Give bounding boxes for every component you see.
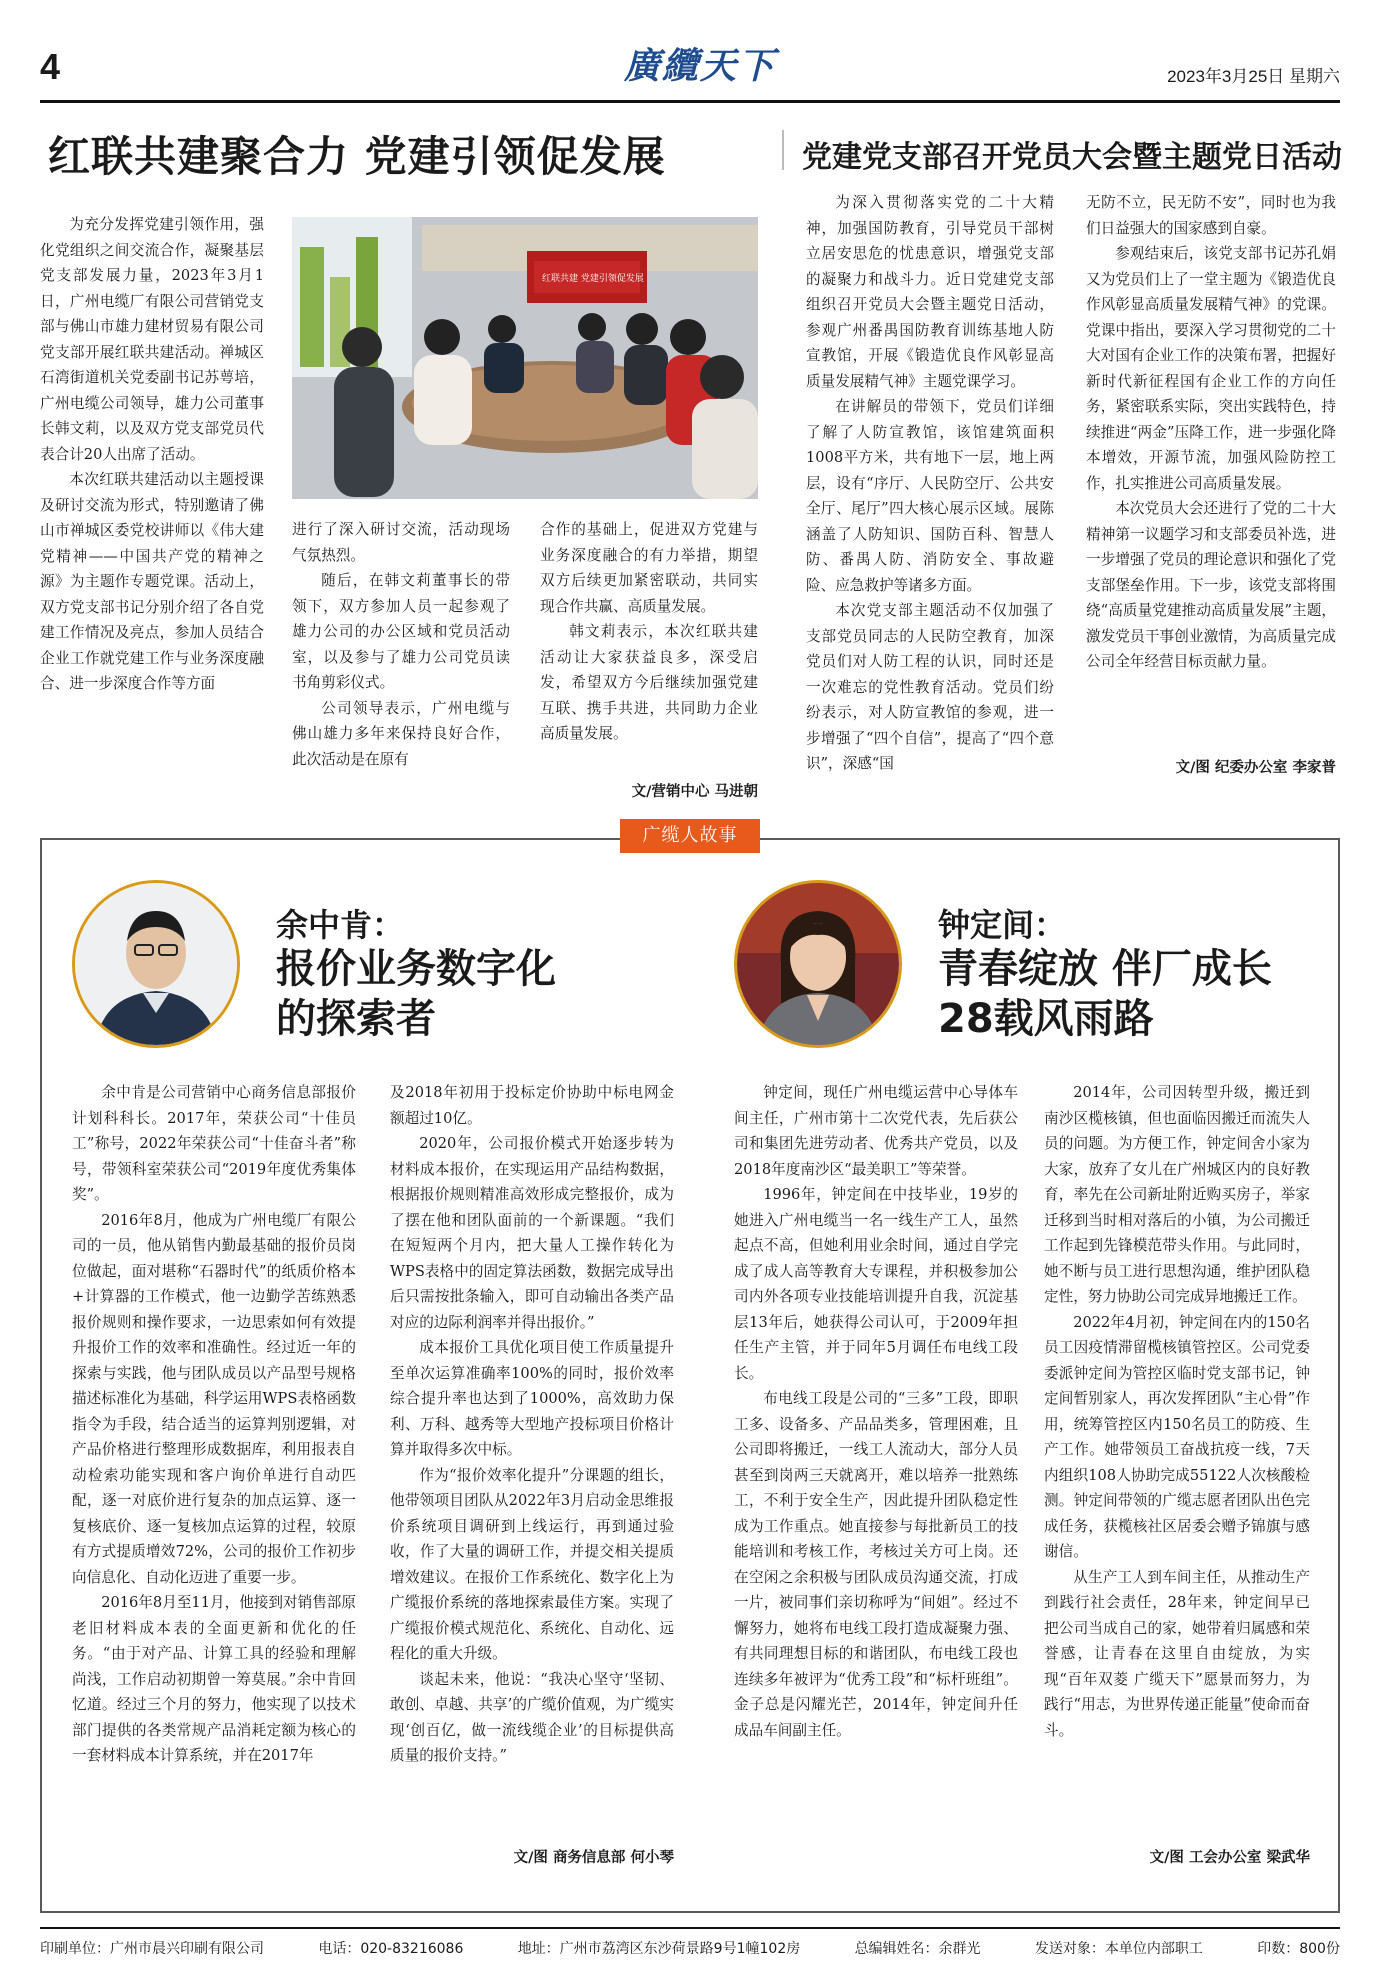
article2-column-1 — [806, 190, 1054, 804]
paragraph: 谈起未来，他说：“我决心坚守‘坚韧、敢创、卓越、共享’的广缆价值观，为广缆实现‘创百亿，做一流线缆企业’的目标提供高质量的报价支持。” — [390, 1670, 674, 1764]
profile-right-column-2 — [1044, 1080, 1310, 1838]
article1-column-2 — [292, 517, 510, 804]
footer-copies: 印数：800份 — [1257, 1941, 1340, 1957]
profile-right-title-1: 青春绽放 伴厂成长 — [938, 946, 1272, 992]
masthead-logo: 廣纜天下 — [623, 45, 776, 87]
profile-left-title-1: 报价业务数字化 — [276, 946, 556, 992]
profile-right-column-1 — [734, 1080, 1018, 1856]
paragraph: 为充分发挥党建引领作用，强化党组织之间交流合作，凝聚基层党支部发展力量，2023年3月1日，广州电缆厂有限公司营销党支部与佛山市雄力建材贸易有限公司党支部开展红联共建活动。禅城区石湾街道机关党委副书记苏萼培，广州电缆公司领导，雄力公司董事长韩文莉，以及双方党支部党员代表合计20人出席了活动。 — [40, 216, 264, 463]
paragraph: 2020年，公司报价模式开始逐步转为材料成本报价，在实现运用产品结构数据，根据报价规则精准高效形成完整报价，成为了摆在他和团队面前的一个新课题。“我们在短短两个月内，把大量人工操作转化为WPS表格中的固定算法函数，数据完成导出后只需按批条输入，即可自动输出各类产品对应的边际利润率并得出报价。” — [390, 1135, 674, 1331]
paragraph: 本次红联共建活动以主题授课及研讨交流为形式，特别邀请了佛山市禅城区委党校讲师以《伟大建党精神——中国共产党的精神之源》为主题作专题党课。活动上，双方党支部书记分别介绍了各自党建工作情况及亮点，参加人员结合企业工作就党建工作与业务深度融合、进一步深度合作等方面 — [40, 471, 264, 692]
meeting-photo-illustration — [292, 217, 758, 499]
article1-byline: 文/营销中心 马进朝 — [631, 784, 758, 800]
paragraph: 钟定间，现任广州电缆运营中心导体车间主任，广州市第十二次党代表，先后获公司和集团先进劳动者、优秀共产党员，以及2018年度南沙区“最美职工”等荣誉。 — [734, 1084, 1018, 1178]
paragraph: 为深入贯彻落实党的二十大精神，加强国防教育，引导党员干部树立居安思危的忧患意识，增强党支部的凝聚力和战斗力。近日党建党支部组织召开党员大会暨主题党日活动，参观广州番禺国防教育训练基地人防宣教馆，开展《锻造优良作风彰显高质量发展精气神》主题党课学习。 — [806, 194, 1054, 390]
paragraph: 从生产工人到车间主任，从推动生产到践行社会责任，28年来，钟定间早已把公司当成自己的家，她带着归属感和荣誉感，让青春在这里自由绽放，为实现“百年双菱 广缆天下”愿景而努力，为践行“用志，为世界传递正能量”使命而奋斗。 — [1044, 1568, 1310, 1739]
footer-phone: 电话：020-83216086 — [318, 1941, 464, 1957]
issue-date: 2023年3月25日 星期六 — [1167, 67, 1340, 86]
header-rule — [40, 100, 1340, 103]
paragraph: 公司领导表示，广州电缆与佛山雄力多年来保持良好合作，此次活动是在原有 — [292, 699, 510, 768]
profile-right-byline: 文/图 工会办公室 梁武华 — [1149, 1850, 1310, 1866]
portrait-woman — [737, 883, 899, 1045]
paragraph: 合作的基础上，促进双方党建与业务深度融合的有力举措，期望双方后续更加紧密联动，共同实现合作共赢、高质量发展。 — [540, 521, 758, 615]
paragraph: 本次党支部主题活动不仅加强了支部党员同志的人民防空教育，加深党员们对人防工程的认识，同时还是一次难忘的党性教育活动。党员们纷纷表示，对人防宣教馆的参观，进一步增强了“四个自信”，提高了“四个意识”，深感“国 — [806, 602, 1054, 772]
profile-right-name: 钟定间： — [938, 906, 1067, 944]
article2-byline: 文/图 纪委办公室 李家普 — [1175, 760, 1336, 776]
footer-audience: 发送对象：本单位内部职工 — [1034, 1941, 1203, 1957]
paragraph: 2016年8月，他成为广州电缆厂有限公司的一员，他从销售内勤最基础的报价员岗位做起，面对堪称“石器时代”的纸质价格本+计算器的工作模式，他一边勤学苦练熟悉报价规则和操作要求，一边思索如何有效提升报价工作的效率和准确性。经过近一年的探索与实践，他与团队成员以产品型号规格描述标准化为基础，科学运用WPS表格函数指令为手段，结合适当的运算判别逻辑，对产品价格进行整理形成数据库，利用报表自动检索功能实现和客户询价单进行自动匹配，逐一对底价进行复杂的加点运算、逐一复核底价、逐一复核加点运算的过程，较原有方式提质增效72%，公司的报价工作初步向信息化、自动化迈进了重要一步。 — [72, 1211, 356, 1586]
profile-left-name: 余中肯： — [276, 906, 405, 944]
footer-editor: 总编辑姓名：余群光 — [854, 1941, 981, 1957]
screen-banner: 红联共建 党建引领促发展 — [542, 274, 644, 284]
footer-printer: 印刷单位：广州市晨兴印刷有限公司 — [40, 1941, 264, 1957]
imprint-footer — [40, 1938, 1340, 1958]
paragraph: 进行了深入研讨交流，活动现场气氛热烈。 — [292, 521, 510, 564]
profile-left-title-2: 的探索者 — [276, 996, 436, 1042]
paragraph: 本次党员大会还进行了党的二十大精神第一议题学习和支部委员补选，进一步增强了党员的理论意识和强化了党支部堡垒作用。下一步，该党支部将围绕“高质量党建推动高质量发展”主题，激发党员干事创业激情，为高质量完成公司全年经营目标贡献力量。 — [1086, 500, 1336, 670]
article1-column-3 — [540, 517, 758, 782]
profile-left-byline: 文/图 商务信息部 何小琴 — [513, 1850, 674, 1866]
paragraph: 2014年，公司因转型升级，搬迁到南沙区榄核镇，但也面临因搬迁而流失人员的问题。为方便工作，钟定间舍小家为大家，放弃了女儿在广州城区内的良好教育，率先在公司新址附近购买房子，举家迁移到当时相对落后的小镇，为公司搬迁工作起到先锋模范带头作用。与此同时，她不断与员工进行思想沟通，维护团队稳定性，努力协助公司完成异地搬迁工作。 — [1044, 1084, 1310, 1305]
avatar — [72, 880, 240, 1048]
paragraph: 余中肯是公司营销中心商务信息部报价计划科科长。2017年，荣获公司“十佳员工”称号，2022年荣获公司“十佳奋斗者”称号，带领科室荣获公司“2019年度优秀集体奖”。 — [72, 1084, 356, 1203]
footer-rule — [40, 1927, 1340, 1929]
paragraph: 在讲解员的带领下，党员们详细了解了人防宣教馆，该馆建筑面积1008平方米，共有地下一层，地上两层，设有“序厅、人民防空厅、公共安全厅、尾厅”四大核心展示区域。展陈涵盖了人防知识、国防百科、智慧人防、番禺人防、消防安全、事故避险、应急救护等诸多方面。 — [806, 398, 1054, 594]
article2-column-2 — [1086, 190, 1336, 752]
page-number: 4 — [40, 46, 61, 87]
paragraph: 2022年4月初，钟定间在内的150名员工因疫情滞留榄核镇管控区。公司党委委派钟定间为管控区临时党支部书记，钟定间暂别家人，再次发挥团队“主心骨”作用，统筹管控区内150名员工的防疫、生产工作。她带领员工奋战抗疫一线，7天内组织108人协助完成55122人次核酸检测。钟定间带领的广缆志愿者团队出色完成任务，获榄核社区居委会赠予锦旗与感谢信。 — [1044, 1313, 1310, 1560]
footer-address: 地址：广州市荔湾区东沙荷景路9号1幢102房 — [517, 1941, 801, 1957]
paragraph: 及2018年初用于投标定价协助中标电网金额超过10亿。 — [390, 1084, 674, 1127]
profile-left-column-1 — [72, 1080, 356, 1858]
headline-divider — [782, 130, 784, 170]
paragraph: 2016年8月至11月，他接到对销售部原老旧材料成本表的全面更新和优化的任务。“由于对产品、计算工具的经验和理解尚浅，工作启动初期曾一筹莫展。”余中肯回忆道。经过三个月的努力，他实现了以技术部门提供的各类常规产品消耗定额为核心的一套材料成本计算系统，并在2017年 — [72, 1594, 356, 1764]
article2-title: 党建党支部召开党员大会暨主题党日活动 — [802, 140, 1342, 175]
paragraph: 作为“报价效率化提升”分课题的组长，他带领项目团队从2022年3月启动金思维报价系统项目调研到上线运行，再到通过验收，作了大量的调研工作，并提交相关提质增效建议。在报价工作系统化、数字化上为广缆报价系统的落地探索最佳方案。实现了广缆报价模式规范化、系统化、自动化、远程化的重大升级。 — [390, 1466, 674, 1662]
paragraph: 无防不立，民无防不安”，同时也为我们日益强大的国家感到自豪。 — [1086, 194, 1336, 237]
portrait-man — [75, 883, 237, 1045]
paragraph: 布电线工段是公司的“三多”工段，即职工多、设备多、产品品类多，管理困难，且公司即将搬迁，一线工人流动大，部分人员甚至到岗两三天就离开，难以培养一批熟练工，不利于安全生产，因此提升团队稳定性成为工作重点。她直接参与每批新员工的技能培训和考核工作，考核过关方可上岗。还在空闲之余积极与团队成员沟通交流，打成一片，被同事们亲切称呼为“间姐”。经过不懈努力，她将布电线工段打造成凝聚力强、有共同理想目标的和谐团队，布电线工段也连续多年被评为“优秀工段”和“标杆班组”。金子总是闪耀光芒，2014年，钟定间升任成品车间副主任。 — [734, 1390, 1018, 1739]
paragraph: 1996年，钟定间在中技毕业，19岁的她进入广州电缆当一名一线生产工人，虽然起点不高，但她利用业余时间，通过自学完成了成人高等教育大专课程，并积极参加公司内外各项专业技能培训提升自我，沉淀基层13年后，她获得公司认可，于2009年担任生产主管，并于同年5月调任布电线工段长。 — [734, 1186, 1018, 1382]
paragraph: 随后，在韩文莉董事长的带领下，双方参加人员一起参观了雄力公司的办公区域和党员活动室，以及参与了雄力公司党员读书角剪彩仪式。 — [292, 572, 510, 691]
paragraph: 参观结束后，该党支部书记苏孔娟又为党员们上了一堂主题为《锻造优良作风彰显高质量发展精气神》的党课。党课中指出，要深入学习贯彻党的二十大对国有企业工作的决策布署，把握好新时代新征程国有企业工作的方向任务，紧密联系实际，突出实践特色，持续推进“两金”压降工作，进一步强化降本增效，开源节流，加强风险防控工作，扎实推进公司高质量发展。 — [1086, 245, 1336, 492]
profile-left-column-2 — [390, 1080, 674, 1838]
profile-right-title-2: 28载风雨路 — [938, 996, 1154, 1042]
article1-column-1 — [40, 212, 264, 804]
paragraph: 成本报价工具优化项目使工作质量提升至单次运算准确率100%的同时，报价效率综合提升率也达到了1000%，高效助力保利、万科、越秀等大型地产投标项目价格计算并取得多次中标。 — [390, 1339, 674, 1458]
article1-title: 红联共建聚合力 党建引领促发展 — [48, 132, 666, 181]
article1-photo — [292, 217, 758, 499]
paragraph: 韩文莉表示，本次红联共建活动让大家获益良多，深受启发，希望双方今后继续加强党建互联、携手共进，共同助力企业高质量发展。 — [540, 623, 758, 742]
section-tag: 广缆人故事 — [620, 819, 760, 853]
avatar — [734, 880, 902, 1048]
